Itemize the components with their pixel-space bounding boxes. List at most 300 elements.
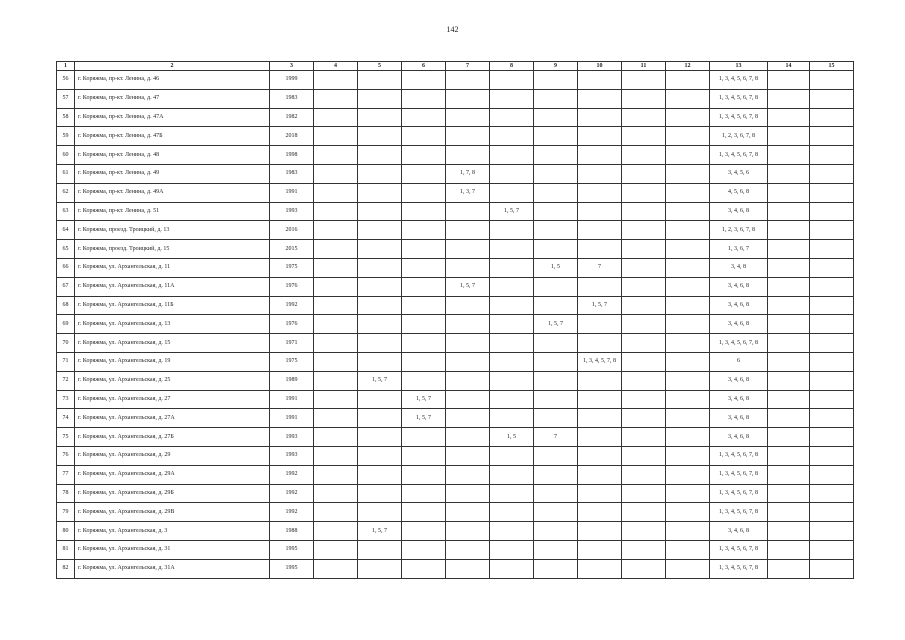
table-cell [402,71,446,90]
table-cell [578,315,622,334]
table-cell [622,164,666,183]
table-cell: 58 [57,108,75,127]
column-header: 12 [666,62,710,71]
table-row [57,334,854,353]
address-cell: г. Коряжма, ул. Архангельская, д. 11А [75,277,270,296]
table-cell [314,559,358,578]
table-row [57,352,854,371]
table-cell [666,465,710,484]
table-cell: 3, 4, 6, 8 [710,390,768,409]
table-row [57,164,854,183]
table-cell [402,183,446,202]
table-cell [314,221,358,240]
table-cell [358,258,402,277]
table-cell [622,334,666,353]
table-cell [810,89,854,108]
address-cell: г. Коряжма, проезд. Троицкий, д. 15 [75,240,270,259]
table-cell [666,277,710,296]
table-cell [402,146,446,165]
table-cell [622,258,666,277]
table-cell [490,315,534,334]
table-cell [446,127,490,146]
table-cell: 63 [57,202,75,221]
table-cell: 79 [57,503,75,522]
table-cell [446,484,490,503]
table-cell [810,315,854,334]
table-cell [446,202,490,221]
table-cell [358,465,402,484]
table-cell [810,484,854,503]
address-cell: г. Коряжма, пр-кт. Ленина, д. 49А [75,183,270,202]
table-cell [446,559,490,578]
table-cell: 1, 5 [534,258,578,277]
table-cell [534,240,578,259]
table-cell [810,164,854,183]
table-cell [810,559,854,578]
table-cell [490,540,534,559]
table-cell [578,221,622,240]
column-header: 15 [810,62,854,71]
table-cell: 71 [57,352,75,371]
table-cell: 1, 7, 8 [446,164,490,183]
table-cell [490,89,534,108]
table-cell [578,371,622,390]
table-cell [666,371,710,390]
table-cell [666,334,710,353]
table-cell: 3, 4, 6, 8 [710,277,768,296]
table-cell [666,484,710,503]
table-cell [534,371,578,390]
table-cell [358,484,402,503]
table-cell: 74 [57,409,75,428]
table-cell [622,71,666,90]
table-cell: 75 [57,428,75,447]
table-cell [446,352,490,371]
table-cell [768,371,810,390]
table-cell [314,465,358,484]
table-cell [810,503,854,522]
table-cell [402,315,446,334]
table-cell [768,202,810,221]
table-cell: 1, 5, 7 [402,409,446,428]
table-cell [402,258,446,277]
table-cell [358,183,402,202]
table-cell [622,315,666,334]
table-cell [768,108,810,127]
table-cell [314,108,358,127]
table-cell [314,522,358,541]
table-cell [810,258,854,277]
table-cell [666,296,710,315]
table-cell [666,146,710,165]
table-cell [810,221,854,240]
table-cell [534,484,578,503]
table-cell [314,277,358,296]
table-cell: 66 [57,258,75,277]
table-cell: 1991 [270,183,314,202]
table-cell: 1, 3, 4, 5, 6, 7, 8 [710,334,768,353]
address-cell: г. Коряжма, ул. Архангельская, д. 27А [75,409,270,428]
table-cell [358,409,402,428]
table-cell [578,334,622,353]
table-cell [358,127,402,146]
table-cell [768,221,810,240]
table-cell [666,240,710,259]
table-cell [622,409,666,428]
table-cell [314,296,358,315]
table-cell: 1992 [270,296,314,315]
table-cell [402,522,446,541]
address-cell: г. Коряжма, пр-кт. Ленина, д. 46 [75,71,270,90]
table-cell [314,146,358,165]
table-cell: 62 [57,183,75,202]
table-cell: 82 [57,559,75,578]
table-cell [534,127,578,146]
table-cell [810,202,854,221]
table-cell: 4, 5, 6, 8 [710,183,768,202]
table-row [57,484,854,503]
table-cell [402,484,446,503]
table-cell [358,390,402,409]
table-cell [490,71,534,90]
table-cell: 3, 4, 5, 6 [710,164,768,183]
table-cell: 1, 5, 7 [490,202,534,221]
table-cell [622,277,666,296]
table-cell: 1, 5, 7 [402,390,446,409]
table-cell [768,315,810,334]
table-cell [358,89,402,108]
table-cell [578,127,622,146]
table-cell [810,183,854,202]
table-cell [622,484,666,503]
table-cell: 2016 [270,221,314,240]
table-cell: 1, 5, 7 [358,522,402,541]
table-cell [768,183,810,202]
column-header: 1 [57,62,75,71]
table-cell [534,296,578,315]
table-cell [666,540,710,559]
table-cell [358,108,402,127]
table-cell [666,71,710,90]
table-cell [314,183,358,202]
table-cell [622,108,666,127]
table-cell [446,315,490,334]
table-cell: 65 [57,240,75,259]
table-row [57,240,854,259]
table-cell [768,258,810,277]
table-cell [534,202,578,221]
table-cell [810,71,854,90]
table-cell: 7 [534,428,578,447]
address-cell: г. Коряжма, ул. Архангельская, д. 27 [75,390,270,409]
table-cell [622,146,666,165]
table-cell: 1992 [270,465,314,484]
table-cell: 1, 2, 3, 6, 7, 8 [710,221,768,240]
table-cell [358,503,402,522]
table-cell [578,240,622,259]
table-cell: 1, 3, 4, 5, 6, 7, 8 [710,484,768,503]
table-cell [446,522,490,541]
column-header: 4 [314,62,358,71]
table-cell [314,540,358,559]
table-cell [622,503,666,522]
table-cell [490,503,534,522]
column-header: 8 [490,62,534,71]
table-cell [402,352,446,371]
table-cell [622,183,666,202]
address-cell: г. Коряжма, ул. Архангельская, д. 3 [75,522,270,541]
table-cell [578,71,622,90]
table-cell [578,559,622,578]
column-header: 11 [622,62,666,71]
table-cell [490,409,534,428]
table-row [57,127,854,146]
table-cell [810,277,854,296]
table-cell [810,371,854,390]
table-cell [768,334,810,353]
table-cell [534,522,578,541]
column-header: 14 [768,62,810,71]
table-cell [768,428,810,447]
table-cell [358,559,402,578]
table-cell: 78 [57,484,75,503]
table-cell [768,465,810,484]
table-cell [578,409,622,428]
address-cell: г. Коряжма, пр-кт. Ленина, д. 48 [75,146,270,165]
table-cell: 1, 3, 4, 5, 6, 7, 8 [710,559,768,578]
table-cell [534,221,578,240]
table-cell [622,371,666,390]
table-cell [666,202,710,221]
table-cell [666,258,710,277]
table-cell [768,503,810,522]
table-cell [446,371,490,390]
address-cell: г. Коряжма, ул. Архангельская, д. 29 [75,446,270,465]
address-cell: г. Коряжма, ул. Архангельская, д. 19 [75,352,270,371]
table-cell: 1976 [270,315,314,334]
table-cell [768,522,810,541]
table-cell [490,352,534,371]
table-cell: 3, 4, 6, 8 [710,315,768,334]
table-cell: 3, 4, 6, 8 [710,409,768,428]
table-cell [402,240,446,259]
table-cell [578,277,622,296]
table-cell: 72 [57,371,75,390]
table-cell [402,108,446,127]
table-row [57,89,854,108]
table-cell [314,89,358,108]
page-number: 142 [446,25,459,34]
table-cell [490,446,534,465]
table-cell: 60 [57,146,75,165]
table-cell [810,540,854,559]
table-row [57,315,854,334]
table-cell [358,540,402,559]
table-cell [810,146,854,165]
table-cell: 1, 3, 4, 5, 6, 7, 8 [710,540,768,559]
table-cell: 2015 [270,240,314,259]
table-row [57,428,854,447]
table-row [57,503,854,522]
table-cell [314,409,358,428]
table-cell: 1975 [270,352,314,371]
table-cell: 1976 [270,277,314,296]
table-cell [314,127,358,146]
table-cell [490,522,534,541]
table-cell [314,484,358,503]
table-cell [314,258,358,277]
table-cell [402,89,446,108]
table-cell [622,127,666,146]
table-cell [578,183,622,202]
table-cell [314,315,358,334]
table-cell: 3, 4, 6, 8 [710,522,768,541]
table-cell [622,428,666,447]
table-cell [446,221,490,240]
table-cell: 1992 [270,484,314,503]
table-cell [810,465,854,484]
table-cell [314,503,358,522]
table-cell [666,503,710,522]
table-cell: 80 [57,522,75,541]
table-cell [534,164,578,183]
table-cell [446,108,490,127]
address-cell: г. Коряжма, пр-кт. Ленина, д. 49 [75,164,270,183]
table-cell [578,484,622,503]
table-cell [578,164,622,183]
address-cell: г. Коряжма, ул. Архангельская, д. 15 [75,334,270,353]
table-cell [314,428,358,447]
table-cell [402,446,446,465]
table-cell [622,559,666,578]
table-cell [402,428,446,447]
table-cell [666,409,710,428]
table-cell: 1, 3, 4, 5, 6, 7, 8 [710,465,768,484]
table-cell [666,221,710,240]
table-cell [402,127,446,146]
table-cell: 59 [57,127,75,146]
table-cell [768,240,810,259]
table-cell: 1, 5, 7 [358,371,402,390]
table-cell [402,334,446,353]
table-cell [666,183,710,202]
table-cell: 1991 [270,390,314,409]
table-cell [578,108,622,127]
table-cell [622,352,666,371]
table-cell [622,296,666,315]
table-row [57,446,854,465]
table-cell [534,146,578,165]
table-cell: 76 [57,446,75,465]
table-cell [578,540,622,559]
table-cell [402,503,446,522]
table-cell: 1, 3, 4, 5, 6, 7, 8 [710,108,768,127]
table-cell [578,428,622,447]
table-cell [314,371,358,390]
table-row [57,409,854,428]
table-cell [768,296,810,315]
table-cell [314,240,358,259]
table-cell [314,390,358,409]
address-cell: г. Коряжма, проезд. Троицкий, д. 13 [75,221,270,240]
table-cell: 1, 3, 4, 5, 6, 7, 8 [710,446,768,465]
table-row [57,71,854,90]
table-cell [446,465,490,484]
table-row [57,146,854,165]
column-header: 5 [358,62,402,71]
table-cell [810,296,854,315]
table-cell [666,89,710,108]
table-cell [490,127,534,146]
table-cell: 1988 [270,522,314,541]
table-cell [768,446,810,465]
table-cell [768,277,810,296]
table-cell [446,390,490,409]
table-cell: 1995 [270,540,314,559]
table-cell [768,409,810,428]
address-cell: г. Коряжма, пр-кт. Ленина, д. 51 [75,202,270,221]
table-row [57,296,854,315]
table-cell [534,559,578,578]
table-cell: 1989 [270,371,314,390]
table-cell: 1975 [270,258,314,277]
table-cell: 3, 4, 8 [710,258,768,277]
address-cell: г. Коряжма, ул. Архангельская, д. 25 [75,371,270,390]
table-cell: 67 [57,277,75,296]
table-cell [534,540,578,559]
table-cell: 1991 [270,409,314,428]
table-cell [768,89,810,108]
table-cell [358,277,402,296]
table-cell [666,428,710,447]
column-header: 13 [710,62,768,71]
table-cell: 3, 4, 6, 8 [710,296,768,315]
table-cell: 1983 [270,89,314,108]
table-cell [314,164,358,183]
table-cell [402,296,446,315]
table-cell [768,540,810,559]
table-cell [490,334,534,353]
table-cell [810,108,854,127]
table-cell [402,559,446,578]
table-cell [768,352,810,371]
table-cell [534,277,578,296]
table-row [57,465,854,484]
table-cell [768,559,810,578]
address-cell: г. Коряжма, ул. Архангельская, д. 31 [75,540,270,559]
table-cell [446,428,490,447]
table-cell [446,146,490,165]
table-cell: 68 [57,296,75,315]
table-cell: 3, 4, 6, 8 [710,428,768,447]
table-cell [768,164,810,183]
table-cell [402,465,446,484]
table-cell: 1, 3, 7 [446,183,490,202]
table-cell: 3, 4, 6, 8 [710,202,768,221]
table-cell: 2018 [270,127,314,146]
table-cell [490,296,534,315]
table-cell: 1992 [270,503,314,522]
table-cell: 64 [57,221,75,240]
table-cell [358,71,402,90]
table-cell [402,371,446,390]
table-cell: 1, 3, 4, 5, 6, 7, 8 [710,146,768,165]
column-header: 3 [270,62,314,71]
table-cell [578,522,622,541]
table-cell [358,446,402,465]
table-row [57,522,854,541]
table-cell [810,428,854,447]
